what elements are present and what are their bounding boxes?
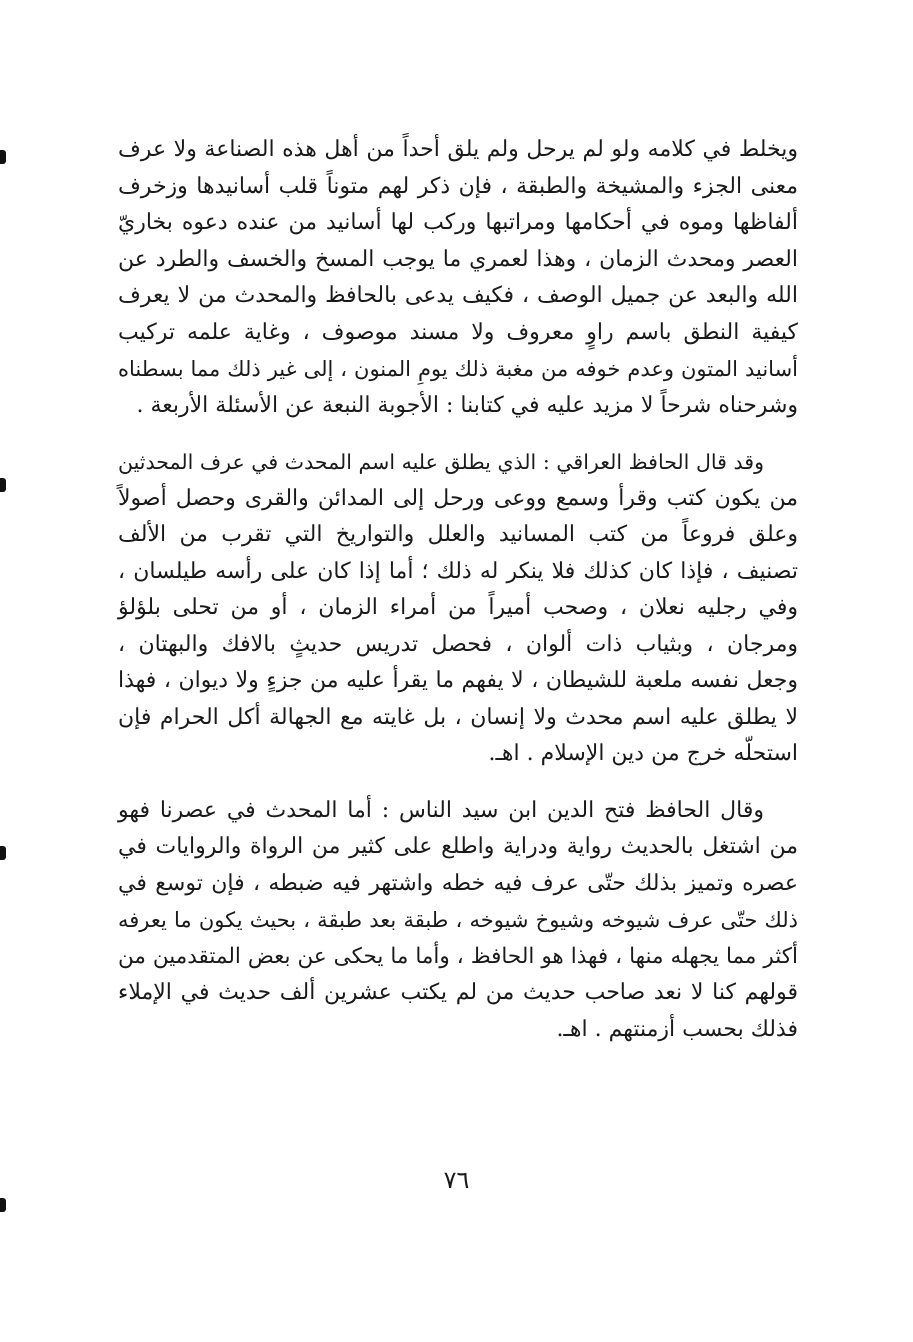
text-line: وعلق فروعاً من كتب المسانيد والعلل والتواريخ التي تقرب من الألف — [118, 522, 798, 547]
text-line: من اشتغل بالحديث رواية ودراية واطلع على كثير من الرواة والروايات في — [118, 834, 798, 859]
text-line: قولهم كنا لا نعد صاحب حديث من لم يكتب عشرين ألف حديث في الإملاء — [118, 980, 798, 1005]
page-number: ٧٦ — [443, 1166, 470, 1194]
text-line: من يكون كتب وقرأ وسمع ووعى ورحل إلى المدائن والقرى وحصل أصولاً — [118, 485, 798, 511]
text-line: ذلك حتّى عرف شيوخه وشيوخ شيوخه ، طبقة بعد طبقة ، بحيث يكون ما يعرفه — [118, 908, 798, 932]
text-line: فذلك بحسب أزمنتهم . اهـ. — [556, 1016, 798, 1042]
page-body — [118, 132, 798, 1048]
paragraph-3 — [118, 793, 798, 1049]
text-line: تصنيف ، فإذا كان كذلك فلا ينكر له ذلك ؛ أما إذا كان على رأسه طيلسان ، — [118, 558, 798, 584]
text-line: معنى الجزء والمشيخة والطبقة ، فإن ذكر لهم متوناً قلب أسانيدها وزخرف — [118, 173, 798, 199]
text-line: استحلّه خرج من دين الإسلام . اهـ. — [488, 741, 798, 766]
text-line: ويخلط في كلامه ولو لم يرحل ولم يلق أحداً من أهل هذه الصناعة ولا عرف — [118, 137, 798, 162]
text-line: وقد قال الحافظ العراقي : الذي يطلق عليه اسم المحدث في عرف المحدثين — [118, 450, 764, 474]
text-line: ألفاظها وموه في أحكامها ومراتبها وركب لها أسانيد من عنده دعوه بخاريّ — [118, 210, 798, 235]
binding-mark — [0, 478, 6, 492]
text-line: لا يطلق عليه اسم محدث ولا إنسان ، بل غايته مع الجهالة أكل الحرام فإن — [118, 704, 798, 730]
paragraph-1 — [118, 132, 798, 424]
text-line: عصره وتميز بذلك حتّى عرف فيه خطه واشتهر فيه ضبطه ، فإن توسع في — [118, 870, 798, 896]
text-line: وشرحناه شرحاً لا مزيد عليه في كتابنا : الأجوبة النبعة عن الأسئلة الأربعة . — [136, 392, 798, 418]
binding-mark — [0, 150, 6, 164]
binding-mark — [0, 846, 6, 860]
text-line: العصر ومحدث الزمان ، وهذا لعمري ما يوجب المسخ والخسف والطرد عن — [118, 246, 798, 272]
text-line: الله والبعد عن جميل الوصف ، فكيف يدعى بالحافظ والمحدث من لا يعرف — [118, 283, 798, 308]
text-line: ومرجان ، وبثياب ذات ألوان ، فحصل تدريس حديثٍ بالافك والبهتان ، — [118, 631, 798, 657]
binding-mark — [0, 1198, 6, 1212]
paragraph-2 — [118, 444, 798, 773]
text-line: أسانيد المتون وعدم خوفه من مغبة ذلك يومِ المنون ، إلى غير ذلك مما بسطناه — [118, 357, 798, 381]
text-line: وقال الحافظ فتح الدين ابن سيد الناس : أما المحدث في عصرنا فهو — [118, 797, 764, 823]
text-line: أكثر مما يجهله منها ، فهذا هو الحافظ ، وأما ما يحكى عن بعض المتقدمين من — [118, 943, 798, 969]
text-line: وجعل نفسه ملعبة للشيطان ، لا يفهم ما يقرأ عليه من جزءٍ ولا ديوان ، فهذا — [118, 668, 798, 693]
text-line: كيفية النطق باسم راوٍ معروف ولا مسند موصوف ، وغاية علمه تركيب — [118, 319, 798, 345]
text-line: وفي رجليه نعلان ، وصحب أميراً من أمراء الزمان ، أو من تحلى بلؤلؤ — [118, 595, 798, 620]
